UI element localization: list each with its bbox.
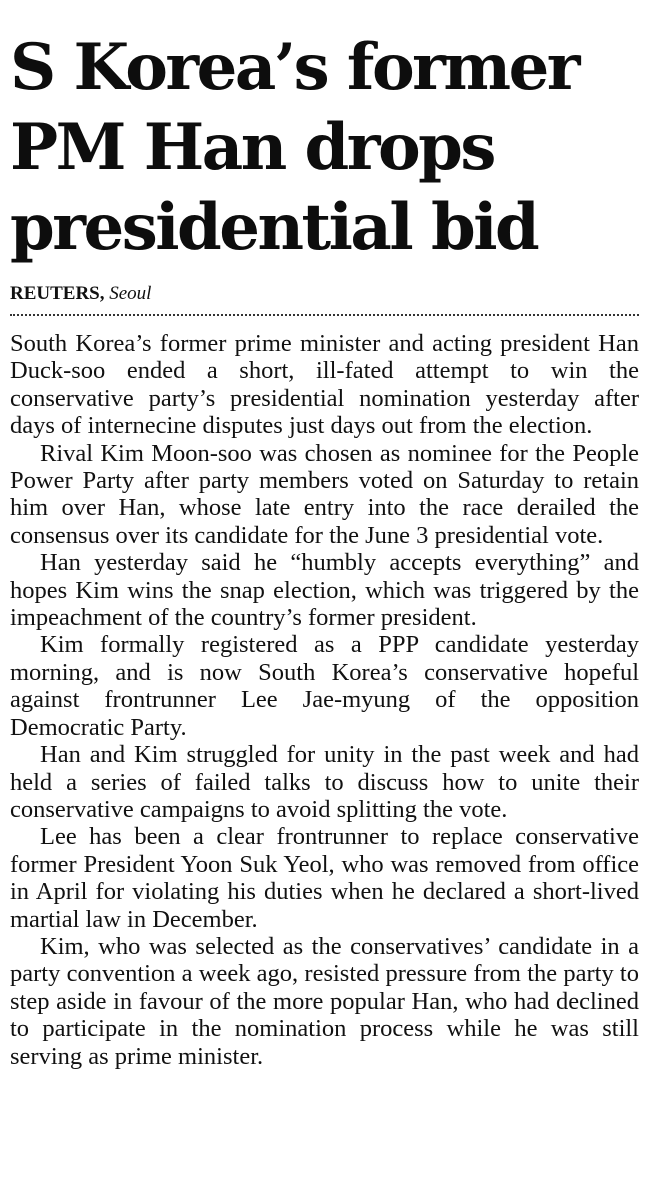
byline-location: Seoul [109,283,152,304]
news-article [10,0,639,1070]
article-paragraph: Rival Kim Moon-soo was chosen as nominee for the People Power Party after party members voted on Saturday to retain him over Han, whose late entry into the race derailed the consensus over its candidate for the June 3 presidential vote. [10,439,639,549]
article-paragraph: Han yesterday said he “humbly accepts everything” and hopes Kim wins the snap election, which was triggered by the impeachment of the country’s former president. [10,549,639,632]
article-headline: S Korea’s former PM Han drops presidential bid [10,30,578,265]
article-paragraph: South Korea’s former prime minister and acting president Han Duck-soo ended a short, ill-fated attempt to win the conservative party’s presidential nomination yesterday after days of internecine disputes just days out from the election. [10,330,639,440]
article-paragraph: Han and Kim struggled for unity in the past week and had held a series of failed talks to discuss how to unite their conservative campaigns to avoid splitting the vote. [10,741,639,823]
article-paragraph: Kim formally registered as a PPP candidate yesterday morning, and is now South Korea’s conservative hopeful against frontrunner Lee Jae-myung of the opposition Democratic Party. [10,631,639,741]
article-byline [10,282,639,306]
byline-agency: REUTERS, [10,283,105,304]
article-paragraph: Lee has been a clear frontrunner to replace conservative former President Yoon Suk Yeol, who was removed from office in April for violating his duties when he declared a short-lived martial law in December. [10,823,639,933]
dotted-divider [10,314,639,316]
article-paragraph: Kim, who was selected as the conservatives’ candidate in a party convention a week ago, resisted pressure from the party to step aside in favour of the more popular Han, who had declined to participate in the nomination process while he was still serving as prime minister. [10,932,639,1070]
article-body [10,330,639,1070]
